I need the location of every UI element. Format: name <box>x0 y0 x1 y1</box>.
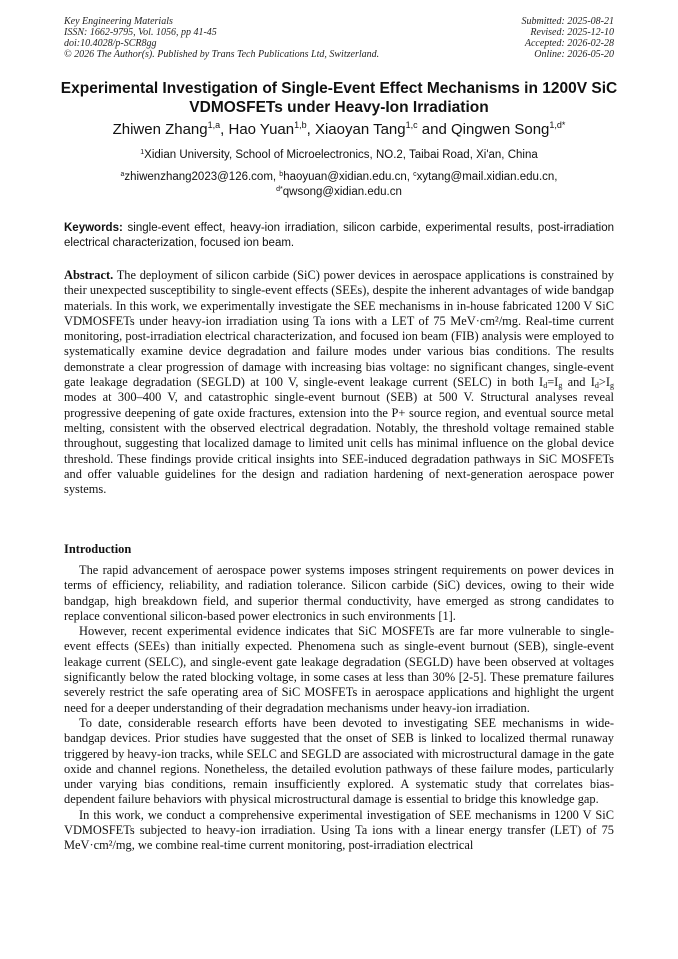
author-separator: and <box>417 121 451 138</box>
author-separator: , <box>306 121 315 138</box>
paragraph: The rapid advancement of aerospace power systems imposes stringent requirements on power devices in terms of efficiency, reliability, and radiation tolerance. Silicon carbide (SiC) devices, owing to their wide bandgap, high breakdown field, and superior thermal conductivity, have emerged as strong candidates to replace conventional silicon-based power electronics in such environments [1]. <box>64 563 614 623</box>
doi-line: doi:10.4028/p-SCR8gg <box>64 38 157 49</box>
keywords-label: Keywords: <box>64 222 123 234</box>
subscript: g <box>558 381 563 391</box>
email-mark: b <box>279 171 284 178</box>
subscript: d <box>594 381 599 391</box>
author-affiliation-mark: 1,c <box>405 120 418 130</box>
email-a: zhiwenzhang2023@126.com, <box>124 171 280 183</box>
affiliation-mark: 1 <box>140 149 145 156</box>
email-d: qwsong@xidian.edu.cn <box>282 186 402 198</box>
abstract-text: modes at 300–400 V, and catastrophic single-event burnout (SEB) at 500 V. Structural analyses reveal progressive deepening of gate oxide fractures, extension into the P+ source region, and eventual source metal melting, consistent with the observed electrical degradation. Notably, the threshold voltage remained stable throughout, suggesting that localized damage to limited unit cells has minimal influence on the global device threshold. These findings provide critical insights into SEE-induced degradation pathways in SiC MOSFETs and offer valuable guidelines for the design and radiation hardening of next-generation aerospace power systems. <box>64 390 614 497</box>
author-name: Xiaoyan Tang <box>314 121 406 138</box>
journal-name: Key Engineering Materials <box>64 16 173 27</box>
keywords-block <box>64 221 614 250</box>
email-mark: c <box>413 171 417 178</box>
author-name: Zhiwen Zhang <box>112 121 208 138</box>
author-list <box>40 121 638 139</box>
introduction-body <box>64 563 614 854</box>
abstract-text: and I <box>562 375 595 390</box>
email-b: haoyuan@xidian.edu.cn, <box>283 171 414 183</box>
abstract-text: =I <box>547 375 559 390</box>
paragraph: However, recent experimental evidence indicates that SiC MOSFETs are far more vulnerable to single-event effects (SEEs) than initially expected. Phenomena such as single-event burnout (SEB), single-event leakage current (SELC), and single-event gate leakage degradation (SEGLD) have been observed at voltages significantly below the rated blocking voltage, in some cases at less than 30% [2-5]. These premature failures severely restrict the safe operating area of SiC MOSFETs in aerospace applications and highlight the urgent need for a deeper understanding of their degradation mechanisms under heavy-ion irradiation. <box>64 624 614 715</box>
abstract-text: The deployment of silicon carbide (SiC) power devices in aerospace applications is constrained by their unexpected susceptibility to single-event effects (SEEs), despite the inherent advantages of wide bandgap materials. In this work, we experimentally investigate the SEE mechanisms in in-house fabricated 1200 V SiC VDMOSFETs under heavy-ion irradiation using Ta ions with a LET of 75 MeV·cm²/mg. Real-time current monitoring, post-irradiation electrical characterization, and focused ion beam (FIB) analysis were employed to systematically examine device degradation and failure modes under various bias conditions. The results demonstrate a clear progression of damage with increasing bias voltage: no significant changes, single-event gate leakage degradation (SEGLD) at 100 V, single-event leakage current (SELC) in both I <box>64 268 614 390</box>
author-name: Qingwen Song <box>451 121 550 138</box>
author-separator: , <box>220 121 229 138</box>
author-affiliation-mark: 1,d* <box>549 120 566 130</box>
affiliation <box>40 148 638 162</box>
keywords-text: single-event effect, heavy-ion irradiation, silicon carbide, experimental results, post-irradiation electrical characterization, focused ion beam. <box>64 222 614 249</box>
paper-title: Experimental Investigation of Single-Event Effect Mechanisms in 1200V SiC VDMOSFETs under Heavy-Ion Irradiation <box>60 80 618 116</box>
abstract-label: Abstract. <box>64 268 114 282</box>
subscript: d <box>543 381 548 391</box>
revised-date: Revised: 2025-12-10 <box>530 27 614 38</box>
issn-line: ISSN: 1662-9795, Vol. 1056, pp 41-45 <box>64 27 217 38</box>
subscript: g <box>610 381 614 391</box>
email-list <box>60 170 618 200</box>
author-name: Hao Yuan <box>228 121 295 138</box>
copyright-line: © 2026 The Author(s). Published by Trans Tech Publications Ltd, Switzerland. <box>64 49 380 60</box>
paragraph: To date, considerable research efforts have been devoted to investigating SEE mechanisms in wide-bandgap devices. Prior studies have suggested that the onset of SEB is linked to localized thermal runaway triggered by heavy-ion tracks, while SELC and SEGLD are associated with microstructural damage in the gate oxide and channel regions. Nonetheless, the detailed evolution pathways of these failure modes, particularly under varying bias conditions, remain insufficiently explored. A systematic study that correlates bias-dependent failure behaviors with physical microstructural damage is essential to bridge this knowledge gap. <box>64 715 614 807</box>
journal-header-right <box>522 16 615 60</box>
email-mark: a <box>120 171 125 178</box>
email-mark: d* <box>276 186 283 193</box>
journal-header-left <box>64 16 379 60</box>
section-heading: Introduction <box>64 542 132 556</box>
author-affiliation-mark: 1,b <box>294 120 307 130</box>
abstract-text: >I <box>598 375 610 390</box>
paragraph: In this work, we conduct a comprehensive experimental investigation of SEE mechanisms in 1200 V SiC VDMOSFETs subjected to heavy-ion irradiation. Using Ta ions with a linear energy transfer (LET) of 75 MeV·cm²/mg, we combine real-time current monitoring, post-irradiation electrical <box>64 807 614 853</box>
accepted-date: Accepted: 2026-02-28 <box>524 38 614 49</box>
online-date: Online: 2026-05-20 <box>534 49 614 60</box>
author-affiliation-mark: 1,a <box>207 120 221 130</box>
affiliation-text: Xidian University, School of Microelectronics, NO.2, Taibai Road, Xi'an, China <box>144 149 538 161</box>
email-c: xytang@mail.xidian.edu.cn, <box>416 171 558 183</box>
abstract-block <box>64 268 614 497</box>
submitted-date: Submitted: 2025-08-21 <box>521 16 614 27</box>
